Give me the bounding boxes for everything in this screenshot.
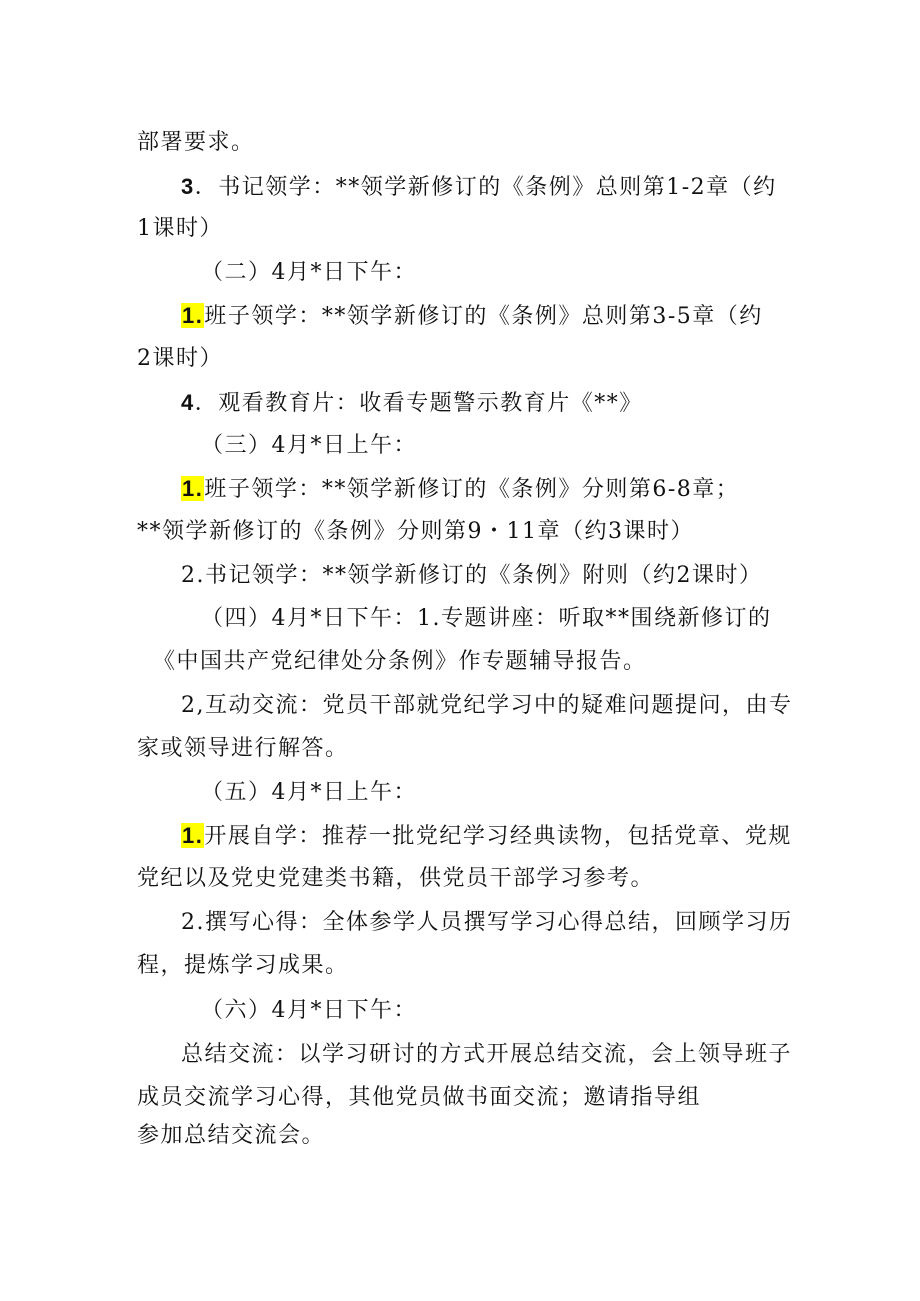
line-text: 程，提炼学习成果。 bbox=[137, 953, 349, 978]
text-line bbox=[181, 691, 793, 721]
line-text: 2.书记领学：**领学新修订的《条例》附则（约2课时） bbox=[181, 563, 763, 588]
text-line bbox=[137, 214, 223, 244]
line-text: ．书记领学：**领学新修订的《条例》总则第1-2章（约 bbox=[194, 175, 777, 200]
line-text: ．观看教育片：收看专题警示教育片《**》 bbox=[194, 391, 643, 416]
line-text: 部署要求。 bbox=[137, 130, 255, 155]
line-text: 《中国共产党纪律处分条例》作专题辅导报告。 bbox=[153, 649, 647, 674]
line-text: 2课时） bbox=[137, 346, 223, 371]
text-line bbox=[181, 388, 643, 419]
text-line bbox=[181, 1040, 792, 1070]
text-line bbox=[181, 301, 763, 332]
highlighted-number: 1. bbox=[182, 303, 204, 328]
text-line bbox=[137, 1083, 701, 1113]
list-number: 4 bbox=[181, 390, 195, 415]
line-text: （四）4月*日下午：1.专题讲座：听取**围绕新修订的 bbox=[201, 606, 772, 631]
line-text: 开展自学：推荐一批党纪学习经典读物，包括党章、党规 bbox=[204, 824, 792, 849]
text-line bbox=[137, 734, 349, 764]
line-text: 党纪以及党史党建类书籍，供党员干部学习参考。 bbox=[137, 866, 655, 891]
line-text: 1课时） bbox=[137, 216, 223, 241]
section-heading bbox=[201, 431, 417, 461]
text-line bbox=[181, 821, 792, 852]
line-text: 班子领学：**领学新修订的《条例》分则第6-8章； bbox=[204, 477, 740, 502]
text-line bbox=[137, 128, 255, 158]
list-number: 3 bbox=[181, 174, 195, 199]
text-line bbox=[137, 517, 694, 547]
line-text: （三）4月*日上午： bbox=[201, 433, 417, 458]
text-line bbox=[137, 344, 223, 374]
text-line bbox=[181, 172, 777, 203]
section-heading bbox=[201, 604, 772, 634]
text-line bbox=[181, 908, 793, 938]
line-text: （六）4月*日下午： bbox=[201, 998, 417, 1023]
text-line bbox=[137, 864, 654, 894]
section-heading bbox=[201, 778, 417, 808]
text-line bbox=[137, 951, 349, 981]
text-line bbox=[181, 474, 739, 505]
line-text: （二）4月*日下午： bbox=[201, 260, 417, 285]
highlighted-number: 1. bbox=[182, 476, 204, 501]
line-text: 成员交流学习心得，其他党员做书面交流；邀请指导组 bbox=[137, 1085, 702, 1110]
line-text: 班子领学：**领学新修订的《条例》总则第3-5章（约 bbox=[204, 304, 763, 329]
section-heading bbox=[201, 258, 417, 288]
line-text: 2.撰写心得：全体参学人员撰写学习心得总结，回顾学习历 bbox=[181, 910, 793, 935]
line-text: **领学新修订的《条例》分则第9・11章（约3课时） bbox=[137, 519, 694, 544]
text-line bbox=[153, 647, 647, 677]
highlighted-number: 1. bbox=[182, 823, 204, 848]
line-text: 家或领导进行解答。 bbox=[137, 736, 349, 761]
text-line bbox=[181, 561, 763, 591]
line-text: 总结交流：以学习研讨的方式开展总结交流，会上领导班子 bbox=[181, 1042, 793, 1067]
line-text: 参加总结交流会。 bbox=[137, 1123, 326, 1148]
line-text: 2,互动交流：党员干部就党纪学习中的疑难问题提问，由专 bbox=[181, 693, 793, 718]
section-heading bbox=[201, 996, 417, 1026]
text-line bbox=[137, 1121, 325, 1151]
line-text: （五）4月*日上午： bbox=[201, 780, 417, 805]
